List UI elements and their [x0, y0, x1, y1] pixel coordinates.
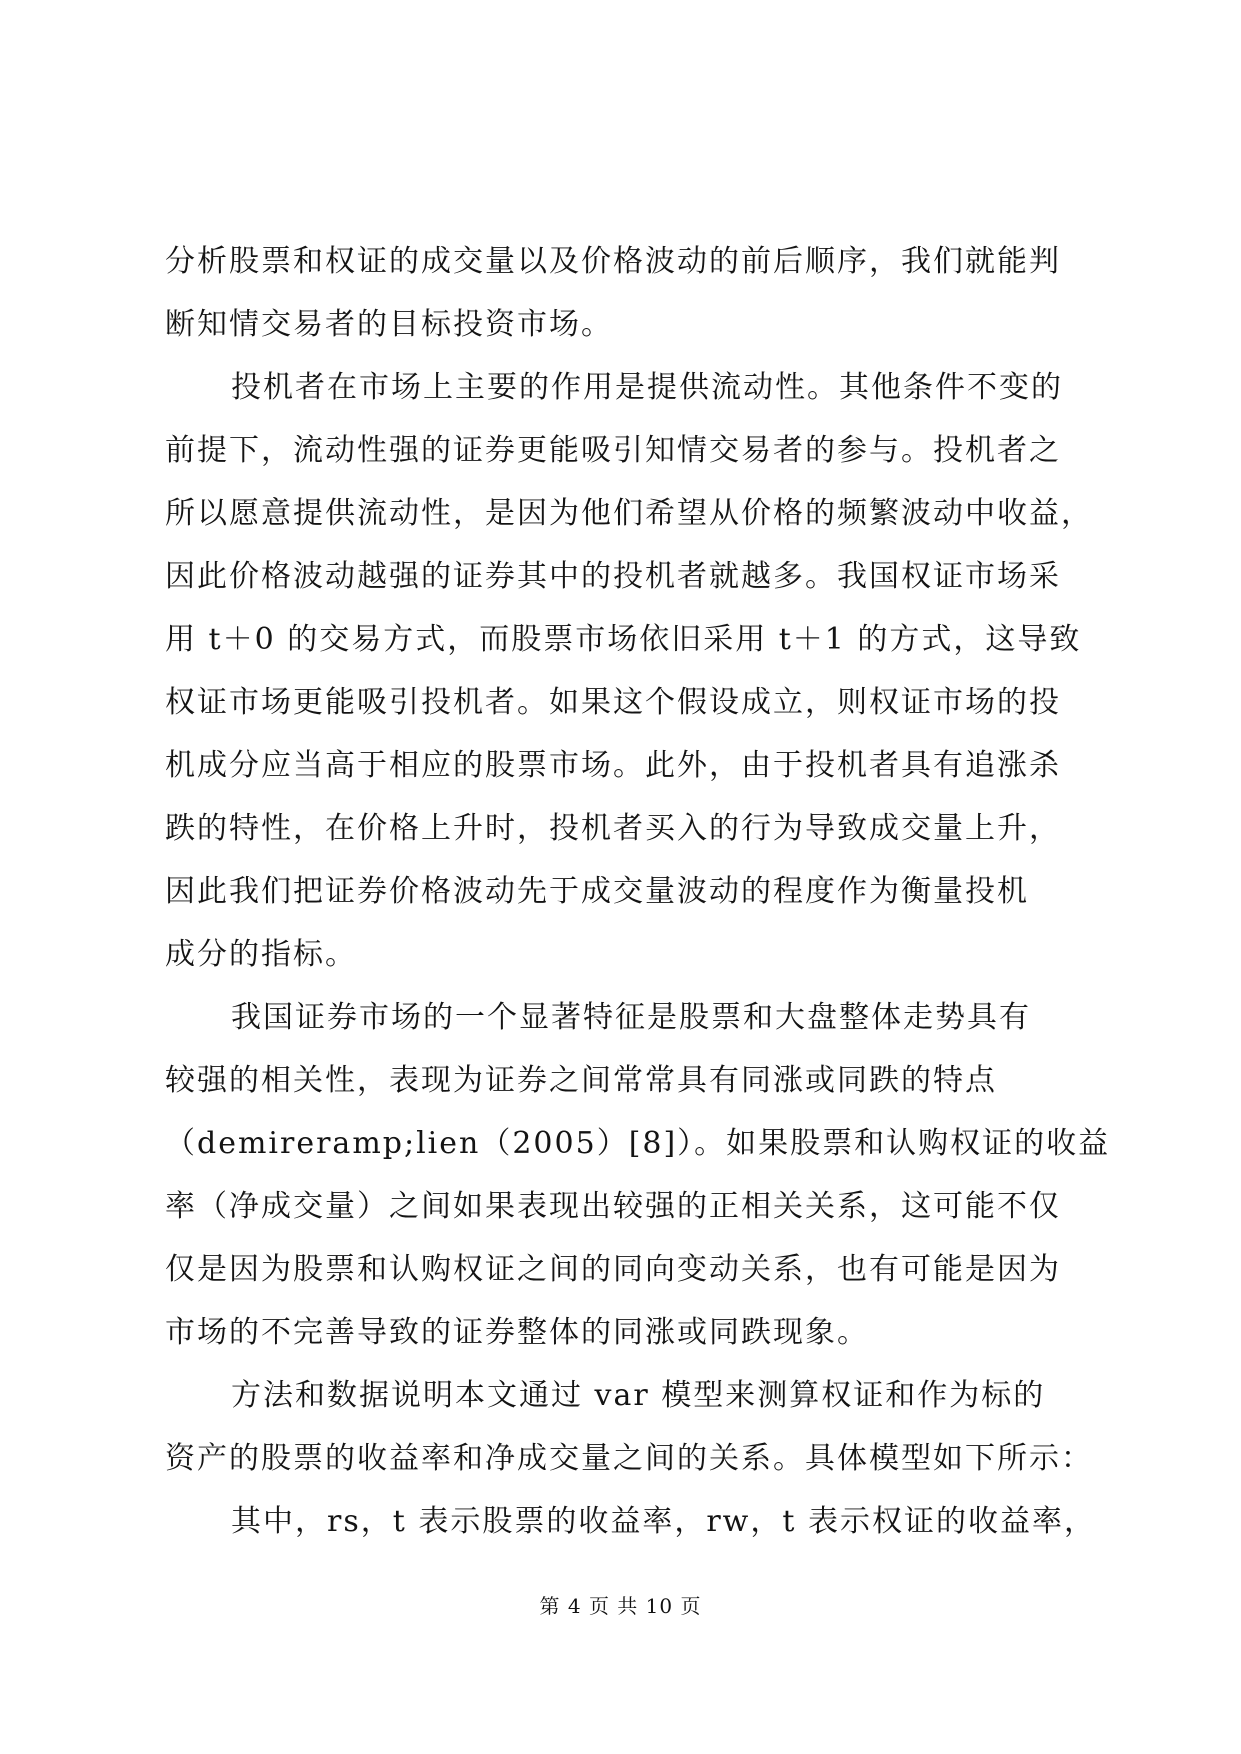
text-line: 仅是因为股票和认购权证之间的同向变动关系，也有可能是因为: [165, 1252, 1061, 1287]
text-line: 成分的指标。: [165, 937, 357, 972]
text-line: 率（净成交量）之间如果表现出较强的正相关关系，这可能不仅: [165, 1189, 1061, 1224]
document-body: [165, 230, 1111, 1553]
text-line: 用 t＋0 的交易方式，而股票市场依旧采用 t＋1 的方式，这导致: [165, 622, 1082, 657]
text-line: 我国证券市场的一个显著特征是股票和大盘整体走势具有: [231, 1000, 1031, 1035]
paragraph-3: [165, 986, 1111, 1364]
text-line: 断知情交易者的目标投资市场。: [165, 307, 613, 342]
text-line: 因此我们把证券价格波动先于成交量波动的程度作为衡量投机: [165, 874, 1029, 909]
text-line: 因此价格波动越强的证券其中的投机者就越多。我国权证市场采: [165, 559, 1061, 594]
paragraph-4: [165, 1364, 1093, 1490]
text-line: 资产的股票的收益率和净成交量之间的关系。具体模型如下所示：: [165, 1441, 1093, 1476]
paragraph-5: [165, 1490, 1096, 1553]
text-line: 权证市场更能吸引投机者。如果这个假设成立，则权证市场的投: [165, 685, 1061, 720]
text-line: 较强的相关性，表现为证券之间常常具有同涨或同跌的特点: [165, 1063, 997, 1098]
text-line: （demireramp;lien（2005）[8]）。如果股票和认购权证的收益: [165, 1126, 1111, 1161]
page-number-footer: 第 4 页 共 10 页: [539, 1594, 702, 1618]
text-line: 投机者在市场上主要的作用是提供流动性。其他条件不变的: [231, 370, 1063, 405]
text-line: 跌的特性，在价格上升时，投机者买入的行为导致成交量上升，: [165, 811, 1061, 846]
text-line: 前提下，流动性强的证券更能吸引知情交易者的参与。投机者之: [165, 433, 1061, 468]
paragraph-2: [165, 356, 1093, 986]
text-line: 所以愿意提供流动性，是因为他们希望从价格的频繁波动中收益，: [165, 496, 1093, 531]
paragraph-1: [165, 230, 1090, 356]
text-line: 方法和数据说明本文通过 var 模型来测算权证和作为标的: [231, 1378, 1046, 1413]
text-line: 市场的不完善导致的证券整体的同涨或同跌现象。: [165, 1315, 869, 1350]
text-line: 机成分应当高于相应的股票市场。此外，由于投机者具有追涨杀: [165, 748, 1061, 783]
text-line: 其中，rs，t 表示股票的收益率，rw，t 表示权证的收益率，: [231, 1504, 1096, 1539]
text-line: 分析股票和权证的成交量以及价格波动的前后顺序，我们就能判: [165, 244, 1061, 279]
